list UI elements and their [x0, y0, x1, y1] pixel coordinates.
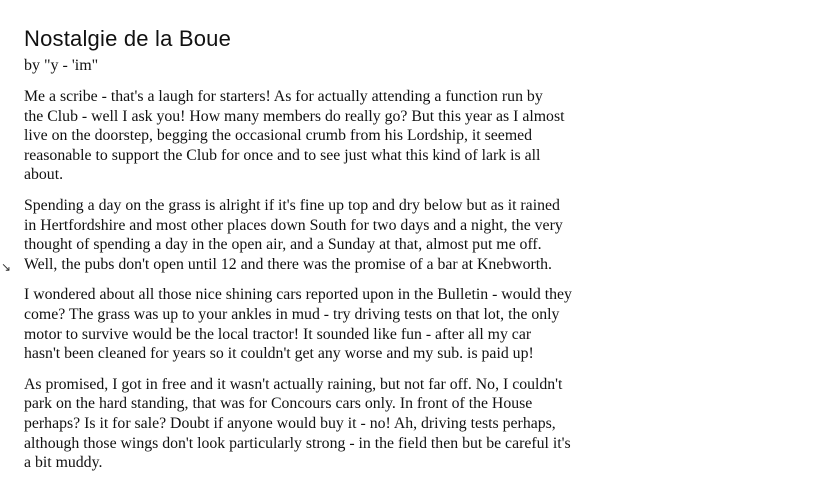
text-line: Well, the pubs don't open until 12 and there was the promise of a bar at Knebworth. [24, 255, 553, 273]
paragraph-2 [24, 196, 824, 274]
text-line: a bit muddy. [24, 454, 103, 472]
text-line: the Club - well I ask you! How many members do really go? But this year as I almost [24, 107, 565, 125]
text-line: Spending a day on the grass is alright if it's fine up top and dry below but as it rained [24, 196, 560, 214]
text-line: As promised, I got in free and it wasn't actually raining, but not far off. No, I couldn't [24, 375, 563, 393]
text-line: park on the hard standing, that was for Concours cars only. In front of the House [24, 395, 533, 413]
text-line: live on the doorstep, begging the occasional crumb from his Lordship, it seemed [24, 127, 533, 145]
text-line: perhaps? Is it for sale? Doubt if anyone would buy it - no! Ah, driving tests perhaps, [24, 414, 556, 432]
text-line: hasn't been cleaned for years so it couldn't get any worse and my sub. is paid up! [24, 345, 534, 363]
paragraph-1 [24, 87, 824, 185]
text-line: I wondered about all those nice shining cars reported upon in the Bulletin - would they [24, 286, 572, 304]
article-byline: by "y - 'im" [24, 57, 99, 74]
text-line: thought of spending a day in the open air, and a Sunday at that, almost put me off. [24, 236, 542, 254]
article [24, 26, 824, 473]
paragraph-3 [24, 285, 824, 363]
paragraph-4 [24, 375, 824, 473]
text-line: although those wings don't look particularly strong - in the field then but be careful it's [24, 434, 571, 452]
text-line: reasonable to support the Club for once and to see just what this kind of lark is all [24, 146, 541, 164]
text-line: come? The grass was up to your ankles in mud - try driving tests on that lot, the only [24, 305, 560, 323]
margin-mark: ↘ [1, 260, 12, 274]
text-line: Me a scribe - that's a laugh for starters! As for actually attending a function run by [24, 88, 543, 105]
text-line: motor to survive would be the local tractor! It sounded like fun - after all my car [24, 325, 532, 343]
text-line: in Hertfordshire and most other places down South for two days and a night, the very [24, 216, 563, 234]
article-title: Nostalgie de la Boue [24, 26, 232, 51]
text-line: about. [24, 166, 64, 184]
